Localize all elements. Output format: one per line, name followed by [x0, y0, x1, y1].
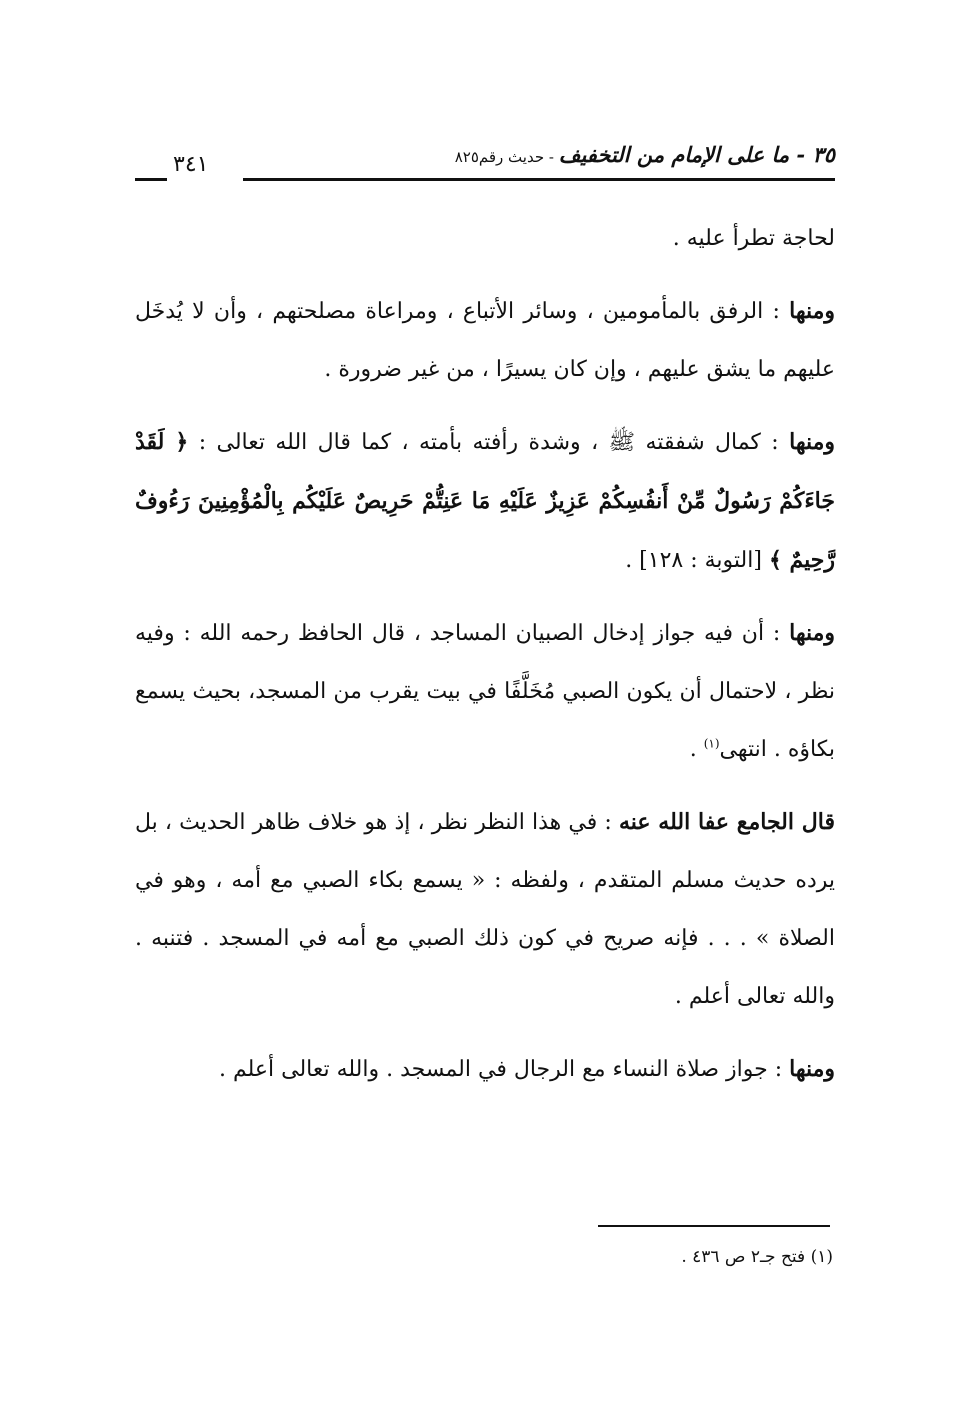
paragraph-lead: ومنها — [789, 429, 835, 455]
paragraph-5: قال الجامع عفا الله عنه : في هذا النظر نظر ، إذ هو خلاف ظاهر الحديث ، بل يرده حديث مسلم المتقدم ، ولفظه : « يسمع بكاء الصبي مع أمه ، وهو في الصلاة » . . . فإنه صريح في كون ذلك الصبي مع أمه في المسجد . فتنبه . والله تعالى أعلم . — [135, 809, 835, 1009]
paragraph-lead: قال الجامع عفا الله عنه — [618, 809, 835, 835]
page-number: ٣٤١ — [173, 152, 209, 177]
header-rule-left — [135, 178, 167, 181]
footnote-rule — [598, 1225, 830, 1227]
paragraph-2: ومنها : الرفق بالمأمومين ، وسائر الأتباع ، ومراعاة مصلحتهم ، وأن لا يُدخَل عليهم ما يشق عليهم ، وإن كان يسيرًا ، من غير ضرورة . — [135, 298, 835, 382]
paragraph-1: لحاجة تطرأ عليه . — [672, 226, 835, 251]
chapter-title: ٣٥ - ما على الإمام من التخفيف - حديث رقم٨٢٥ — [454, 142, 835, 167]
paragraph-4: ومنها : أن فيه جواز إدخال الصبيان المساجد ، قال الحافظ رحمه الله : وفيه نظر ، لاحتمال أن يكون الصبي مُخَلَّفًا في بيت يقرب من المسجد، بحيث يسمع بكاؤه . انتهى$^{(١)}$ . — [135, 620, 835, 762]
footnote-reference[interactable]: (١) — [703, 736, 720, 751]
paragraph-6: ومنها : جواز صلاة النساء مع الرجال في المسجد . والله تعالى أعلم . — [218, 1056, 835, 1082]
paragraph-3: ومنها : كمال شفقته ﷺ ، وشدة رأفته بأمته ، كما قال الله تعالى : ﴿ لَقَدْ جَاءَكُمْ رَسُولٌ مِّنْ أَنفُسِكُمْ عَزِيزٌ عَلَيْهِ مَا عَنِتُّمْ حَرِيصٌ عَلَيْكُم بِالْمُؤْمِنِينَ رَءُوفٌ رَّحِيمٌ ﴾ [التوبة : ١٢٨] . — [135, 429, 835, 573]
verse-citation: [التوبة : ١٢٨] . — [625, 548, 769, 573]
paragraph-lead: ومنها — [789, 620, 835, 646]
hadith-reference: - حديث رقم٨٢٥ — [454, 148, 559, 166]
page-header — [135, 138, 835, 186]
body-text — [135, 210, 835, 1113]
footnote: (١) فتح جـ٢ ص ٤٣٦ . — [681, 1247, 833, 1267]
paragraph-lead: ومنها — [789, 298, 835, 324]
quran-verse: ﴿ لَقَدْ جَاءَكُمْ رَسُولٌ مِّنْ أَنفُسِكُمْ عَزِيزٌ عَلَيْهِ مَا عَنِتُّمْ حَرِيصٌ عَلَيْكُم بِالْمُؤْمِنِينَ رَءُوفٌ رَّحِيمٌ ﴾ — [135, 429, 835, 573]
paragraph-lead: ومنها — [789, 1056, 835, 1082]
header-rule — [243, 178, 835, 181]
